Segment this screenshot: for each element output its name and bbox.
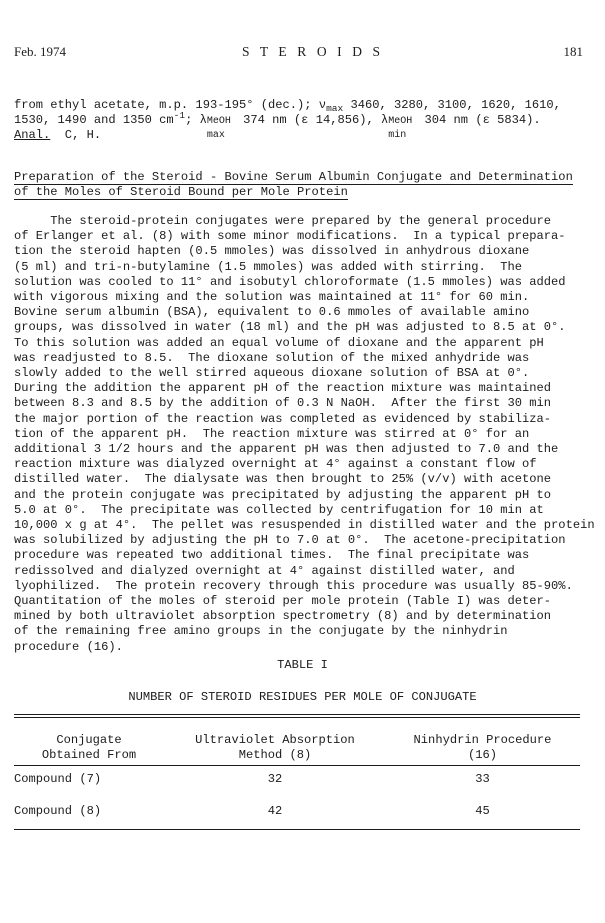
analysis-label: Anal. bbox=[14, 128, 51, 142]
column-header-uv bbox=[170, 733, 380, 763]
table-bottom-rule bbox=[14, 829, 580, 830]
subscript-max: max bbox=[206, 130, 225, 141]
subscript-max: max bbox=[326, 103, 344, 114]
body-line: tion the steroid hapten (0.5 mmoles) was dissolved in anhydrous dioxane bbox=[14, 244, 530, 259]
body-line: additional 3 1/2 hours and the apparent pH was then adjusted to 7.0 and the bbox=[14, 442, 559, 457]
table-cell-uv: 42 bbox=[267, 804, 283, 818]
table-top-rule-double bbox=[14, 717, 580, 718]
intro-text: 3460, 3280, 3100, 1620, 1610, bbox=[343, 98, 561, 112]
table-cell-uv: 32 bbox=[267, 772, 283, 786]
section-heading bbox=[14, 170, 594, 200]
solvent-label: MeOH bbox=[206, 116, 231, 127]
body-line: with vigorous mixing and the solution was maintained at 11° for 60 min. bbox=[14, 290, 530, 305]
page-number: 181 bbox=[563, 44, 583, 59]
header-line: Ninhydrin Procedure bbox=[413, 733, 552, 747]
column-header-conjugate bbox=[14, 733, 164, 763]
body-line: slowly added to the well stirred aqueous dioxane solution of BSA at 0°. bbox=[14, 366, 530, 381]
table-row-name: Compound (7) bbox=[14, 772, 102, 786]
body-line: procedure was repeated two additional times. The final precipitate was bbox=[14, 548, 530, 563]
intro-text: from ethyl acetate, m.p. 193-195° (dec.); ν bbox=[14, 98, 327, 112]
analysis-text: C, H. bbox=[50, 128, 102, 142]
body-line: procedure (16). bbox=[14, 639, 123, 654]
section-heading-line-1: Preparation of the Steroid - Bovine Serum Albumin Conjugate and Determination bbox=[14, 170, 573, 184]
superscript-exponent: -1 bbox=[173, 110, 186, 121]
header-line: Obtained From bbox=[41, 748, 137, 763]
body-line: redissolved and dialyzed overnight at 4° against distilled water, and bbox=[14, 563, 515, 578]
table-cell-ninhydrin: 33 bbox=[475, 772, 490, 786]
body-line: lyophilized. The protein recovery through this procedure was usually 85-90%. bbox=[14, 578, 573, 593]
subscript-min: min bbox=[388, 130, 407, 141]
section-heading-line-2: of the Moles of Steroid Bound per Mole Protein bbox=[14, 185, 348, 200]
column-header-ninhydrin bbox=[390, 733, 575, 763]
header-line: Ultraviolet Absorption bbox=[195, 733, 355, 747]
body-line: 5.0 at 0°. The precipitate was collected by centrifugation for 10 min at bbox=[14, 502, 544, 517]
solvent-label: MeOH bbox=[388, 116, 413, 127]
intro-text: 304 nm (ε 5834). bbox=[417, 113, 541, 127]
body-paragraph bbox=[14, 214, 594, 655]
intro-text: ; λ bbox=[185, 113, 207, 127]
body-line: The steroid-protein conjugates were prepared by the general procedure bbox=[14, 214, 552, 228]
body-line: distilled water. The dialysate was then brought to 25% (v/v) with acetone bbox=[14, 472, 552, 487]
body-line: and the protein conjugate was precipitated by adjusting the apparent pH to bbox=[14, 487, 552, 502]
table-title: NUMBER OF STEROID RESIDUES PER MOLE OF CONJUGATE bbox=[128, 690, 477, 704]
intro-line-1 bbox=[14, 98, 594, 113]
body-line: groups, was dissolved in water (18 ml) and the pH was adjusted to 8.5 at 0°. bbox=[14, 320, 566, 335]
intro-text: 374 nm (ε 14,856), λ bbox=[235, 113, 389, 127]
table-row-name: Compound (8) bbox=[14, 804, 102, 818]
body-line: of the remaining free amino groups in the conjugate by the ninhydrin bbox=[14, 624, 508, 639]
body-line: the major portion of the reaction was completed as evidenced by stabiliza- bbox=[14, 411, 552, 426]
body-line: 10,000 x g at 4°. The pellet was resuspended in distilled water and the protein bbox=[14, 518, 595, 533]
body-line: was solubilized by adjusting the pH to 7.0 at 0°. The acetone-precipitation bbox=[14, 533, 566, 548]
header-date: Feb. 1974 bbox=[14, 44, 66, 59]
body-line: Quantitation of the moles of steroid per mole protein (Table I) was deter- bbox=[14, 594, 552, 609]
table-cell-ninhydrin: 45 bbox=[475, 804, 490, 818]
body-line: mined by both ultraviolet absorption spectrometry (8) and by determination bbox=[14, 609, 552, 624]
body-line: To this solution was added an equal volume of dioxane and the apparent pH bbox=[14, 335, 544, 350]
body-line: During the addition the apparent pH of the reaction mixture was maintained bbox=[14, 381, 552, 396]
table-header-rule bbox=[14, 765, 580, 766]
journal-name: S T E R O I D S bbox=[242, 44, 384, 59]
header-line: Method (8) bbox=[238, 748, 312, 763]
body-line: reaction mixture was dialyzed overnight at 4° against a constant flow of bbox=[14, 457, 537, 472]
table-label: TABLE I bbox=[277, 658, 328, 672]
table-top-rule bbox=[14, 714, 580, 715]
body-line: Bovine serum albumin (BSA), equivalent to 0.6 mmoles of available amino bbox=[14, 305, 530, 320]
body-line: was readjusted to 8.5. The dioxane solution of the mixed anhydride was bbox=[14, 350, 530, 365]
body-line: (5 ml) and tri-n-butylamine (1.5 mmoles) was added with stirring. The bbox=[14, 259, 523, 274]
body-line: between 8.3 and 8.5 by the addition of 0.3 N NaOH. After the first 30 min bbox=[14, 396, 552, 411]
intro-text: 1530, 1490 and 1350 cm bbox=[14, 113, 174, 127]
header-line: Conjugate bbox=[56, 733, 122, 747]
body-line: tion of the apparent pH. The reaction mixture was stirred at 0° for an bbox=[14, 426, 530, 441]
analysis-line bbox=[14, 128, 594, 143]
body-line: solution was cooled to 11° and isobutyl chloroformate (1.5 mmoles) was added bbox=[14, 274, 566, 289]
body-line: of Erlanger et al. (8) with some minor modifications. In a typical prepara- bbox=[14, 229, 566, 244]
header-line: (16) bbox=[467, 748, 498, 763]
page-header bbox=[14, 44, 583, 64]
